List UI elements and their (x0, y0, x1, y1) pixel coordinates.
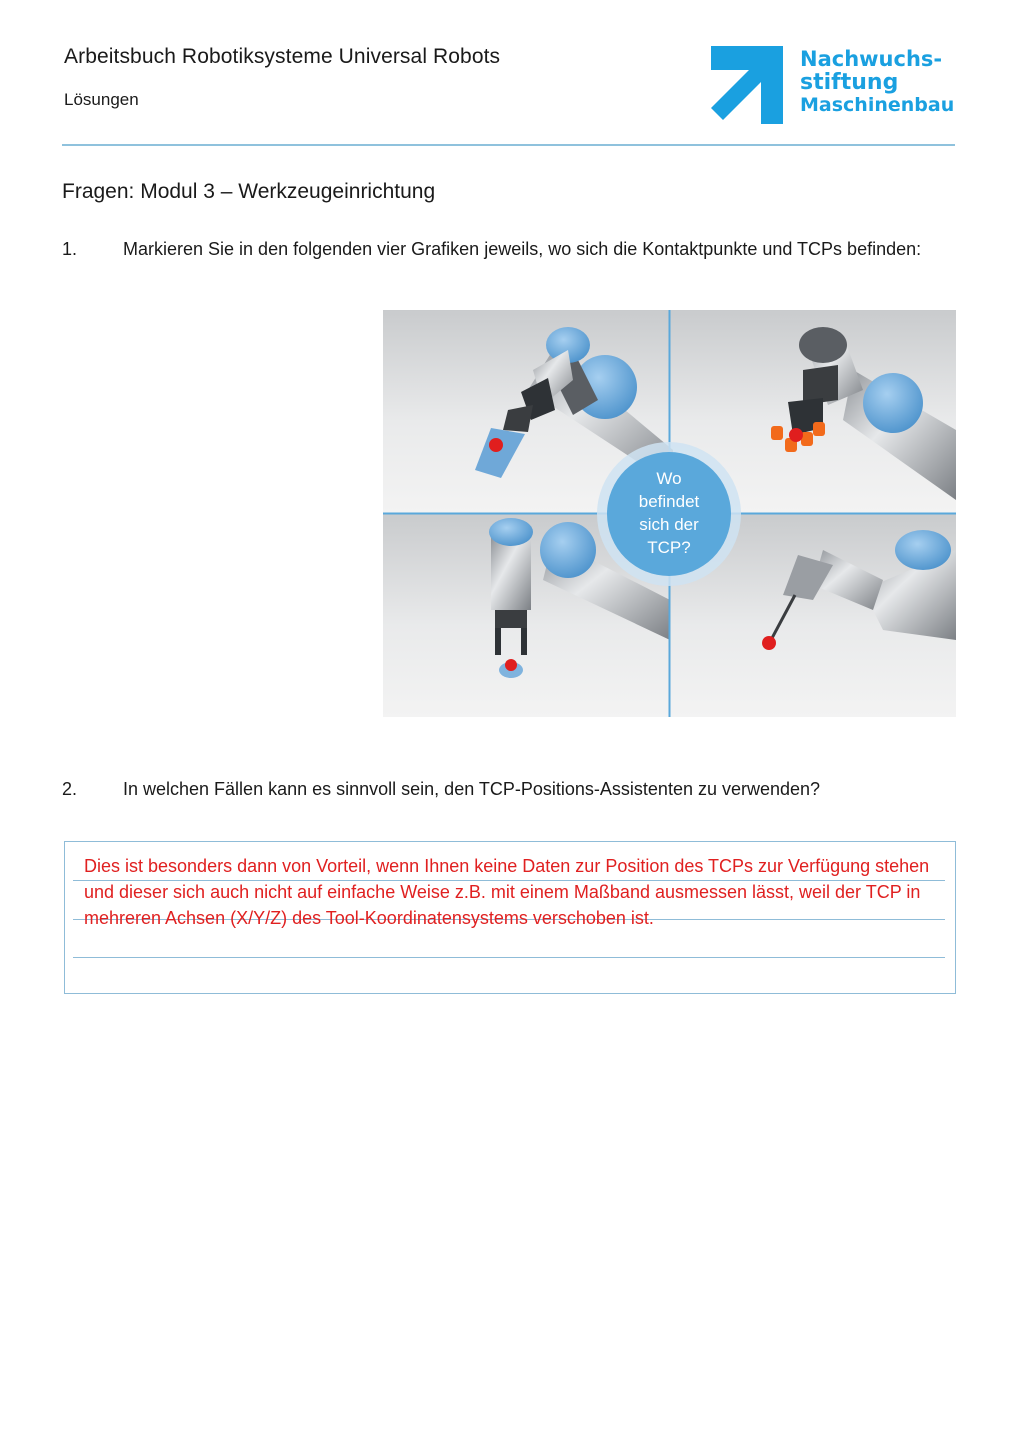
arrow-logo-icon (709, 46, 789, 126)
center-label-line-3: sich der (639, 515, 699, 534)
question-text: Markieren Sie in den folgenden vier Grafiken jeweils, wo sich die Kontaktpunkte und TCPs befinden: (123, 239, 922, 259)
document-title: Arbeitsbuch Robotiksysteme Universal Robots (64, 45, 501, 68)
tcp-marker (489, 438, 503, 452)
header-divider (62, 144, 955, 146)
tcp-marker (505, 659, 517, 671)
document-subtitle: Lösungen (64, 90, 139, 109)
center-label-line-2: befindet (638, 492, 700, 511)
nachwuchsstiftung-logo (709, 46, 959, 126)
section-heading: Fragen: Modul 3 – Werkzeugeinrichtung (62, 180, 436, 203)
center-label-line-1: Wo (656, 469, 682, 488)
logo-line-3: Maschinenbau (800, 94, 955, 116)
question-text: In welchen Fällen kann es sinnvoll sein, den TCP-Positions-Assistenten zu verwenden? (123, 779, 821, 799)
question-number: 2. (62, 779, 78, 799)
answer-text: Dies ist besonders dann von Vorteil, wenn Ihnen keine Daten zur Position des TCPs zur Verfügung stehen und dieser sich auch nicht auf einfache Weise z.B. mit einem Maßband ausmessen lässt, weil der TCP in mehreren Achsen (X/Y/Z) des Tool-Koordinatensystems verschoben ist. (84, 856, 930, 928)
tcp-marker (762, 636, 776, 650)
question-number: 1. (62, 239, 78, 259)
answer-box (64, 841, 956, 994)
answer-rule (73, 957, 945, 958)
logo-line-1: Nachwuchs- (800, 47, 943, 71)
logo-line-2: stiftung (800, 70, 899, 95)
tcp-marker (789, 428, 803, 442)
tcp-robot-figure (383, 310, 956, 717)
center-label-line-4: TCP? (647, 538, 691, 557)
logo-text (800, 48, 954, 117)
